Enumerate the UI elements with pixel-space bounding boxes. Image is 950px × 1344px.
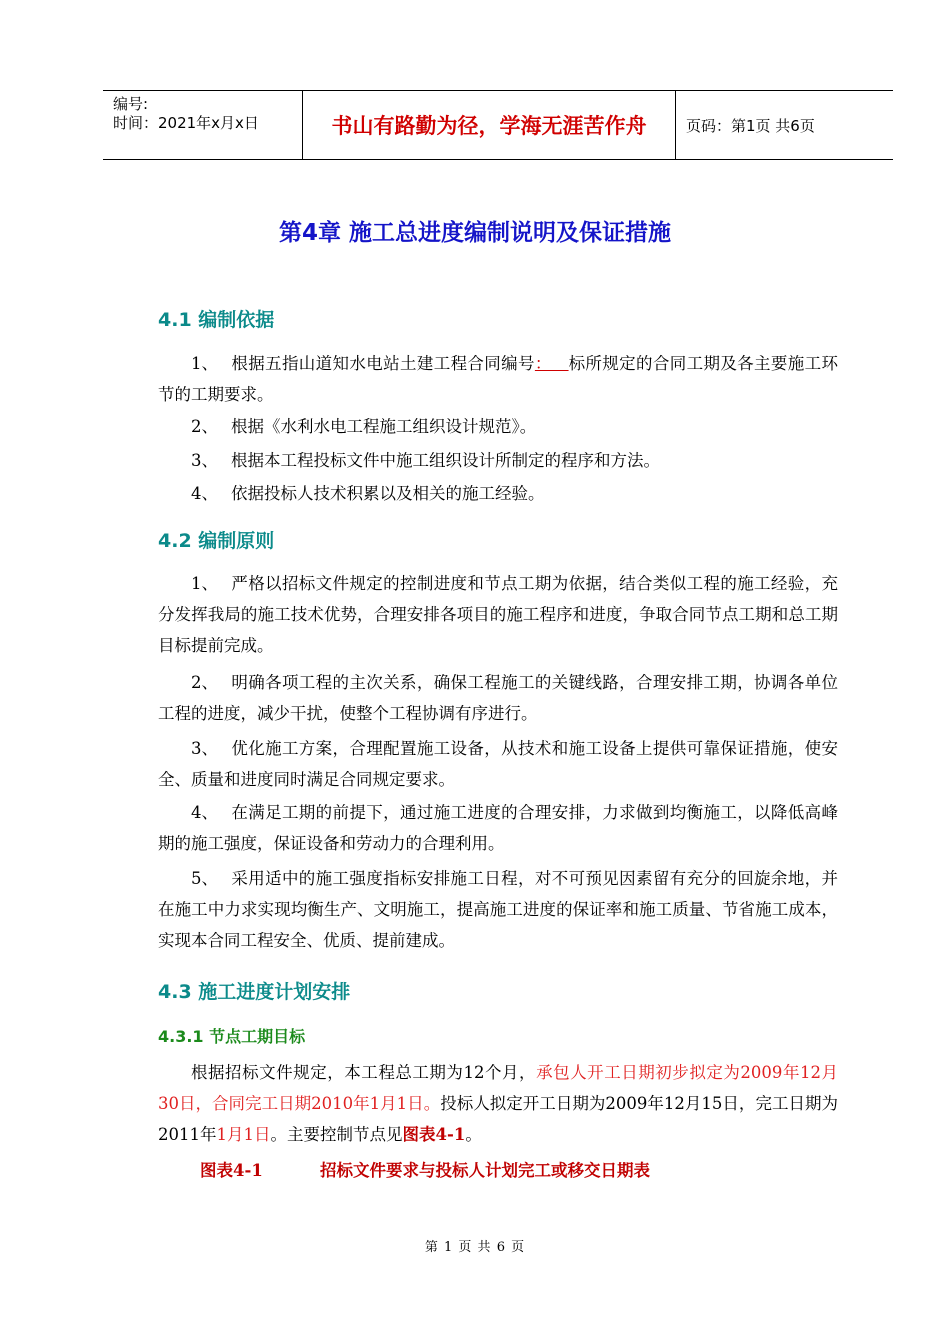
list-item xyxy=(158,411,838,442)
number-label: 编号: xyxy=(113,95,149,113)
time-label: 时间：2021年x月x日 xyxy=(113,114,259,132)
list-item xyxy=(158,863,838,956)
list-item xyxy=(158,797,838,859)
para-text: 。主要控制节点见 xyxy=(270,1125,403,1144)
item-number: 2、 xyxy=(191,673,218,692)
item-number: 2、 xyxy=(191,417,218,436)
item-text: 采用适中的施工强度指标安排施工日程，对不可预见因素留有充分的回旋余地，并在施工中力求实现均衡生产、文明施工，提高施工进度的保证率和施工质量、节省施工成本，实现本合同工程安全、优质、提前建成。 xyxy=(158,869,838,950)
item-number: 3、 xyxy=(191,739,218,758)
list-item xyxy=(158,348,838,410)
item-number: 1、 xyxy=(191,354,218,373)
para-text: 根据招标文件规定，本工程总工期为12个月， xyxy=(191,1063,537,1082)
header-meta xyxy=(103,91,303,159)
para-text: 。 xyxy=(465,1125,482,1144)
figure-title: 招标文件要求与投标人计划完工或移交日期表 xyxy=(320,1161,650,1180)
item-text: 优化施工方案，合理配置施工设备，从技术和施工设备上提供可靠保证措施，使安全、质量和进度同时满足合同规定要求。 xyxy=(158,739,838,789)
item-number: 1、 xyxy=(191,574,218,593)
figure-label: 图表4-1 xyxy=(200,1161,263,1180)
item-text: 严格以招标文件规定的控制进度和节点工期为依据，结合类似工程的施工经验，充分发挥我局的施工技术优势，合理安排各项目的施工程序和进度，争取合同节点工期和总工期目标提前完成。 xyxy=(158,574,838,655)
chapter-title: 第4章 施工总进度编制说明及保证措施 xyxy=(278,220,671,246)
figure-reference: 图表4-1 xyxy=(402,1125,466,1144)
para-text-highlight: 1月1日 xyxy=(216,1125,271,1144)
section-title-4-1: 4.1 编制依据 xyxy=(158,309,275,331)
figure-caption xyxy=(200,1157,650,1181)
item-number: 5、 xyxy=(191,869,218,888)
page-footer: 第 1 页 共 6 页 xyxy=(424,1240,526,1255)
header-motto: 书山有路勤为径，学海无涯苦作舟 xyxy=(303,91,676,159)
para-text-highlight: 承包人开工日期初步拟定为2009年12月30日，合同完工日期2010年1月1日。 xyxy=(158,1063,838,1113)
item-text: 标所规定的合同工期及各主要施工环节的工期要求。 xyxy=(158,354,838,404)
subsection-title-4-3-1: 4.3.1 节点工期目标 xyxy=(158,1027,306,1046)
item-text: 在满足工期的前提下，通过施工进度的合理安排，力求做到均衡施工，以降低高峰期的施工强度，保证设备和劳动力的合理利用。 xyxy=(158,803,838,853)
list-item xyxy=(158,733,838,795)
page-header xyxy=(103,90,893,160)
item-text: 明确各项工程的主次关系，确保工程施工的关键线路，合理安排工期，协调各单位工程的进度，减少干扰，使整个工程协调有序进行。 xyxy=(158,673,838,723)
list-item xyxy=(158,445,838,476)
item-text: 根据本工程投标文件中施工组织设计所制定的程序和方法。 xyxy=(231,451,660,470)
item-number: 4、 xyxy=(191,484,218,503)
section-title-4-3: 4.3 施工进度计划安排 xyxy=(158,981,351,1003)
paragraph xyxy=(158,1057,838,1150)
item-text: 根据五指山道知水电站土建工程合同编号 xyxy=(231,354,535,373)
list-item xyxy=(158,568,838,661)
item-text: 依据投标人技术积累以及相关的施工经验。 xyxy=(231,484,545,503)
header-page-info: 页码：第1页 共6页 xyxy=(686,116,815,135)
para-text: 投标人拟定开工日期为2009年12月15日，完工日期为2011年 xyxy=(158,1094,839,1144)
item-number: 4、 xyxy=(191,803,218,822)
item-number: 3、 xyxy=(191,451,218,470)
list-item xyxy=(158,478,838,509)
section-title-4-2: 4.2 编制原则 xyxy=(158,530,275,552)
list-item xyxy=(158,667,838,729)
contract-number-blank: ： xyxy=(534,354,569,373)
item-text: 根据《水利水电工程施工组织设计规范》。 xyxy=(231,417,537,436)
